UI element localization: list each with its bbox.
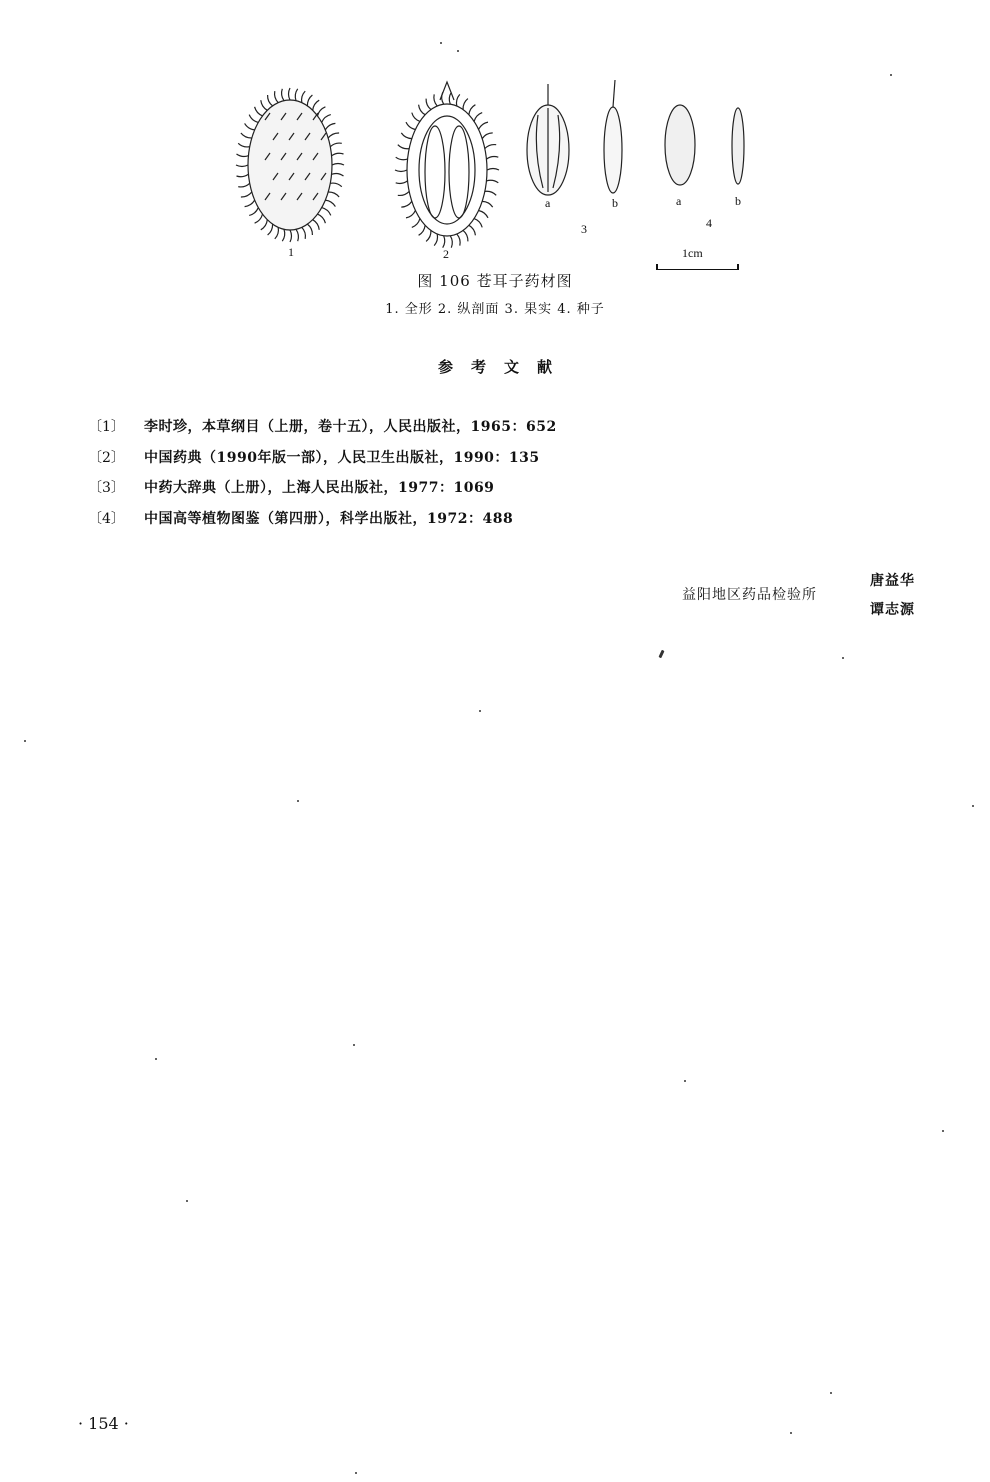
scan-speck — [684, 1080, 686, 1082]
scan-speck — [972, 805, 974, 807]
panel-label-1: 1 — [288, 245, 294, 259]
fruit-whole-drawing — [236, 88, 344, 242]
reference-number: 〔2〕 — [88, 450, 125, 466]
reference-number: 〔1〕 — [88, 419, 125, 435]
panel-label-4: 4 — [706, 216, 712, 230]
xanthium-fruit-drawing — [225, 70, 765, 270]
scan-speck — [186, 1200, 188, 1202]
figure-legend: 1. 全形 2. 纵剖面 3. 果实 4. 种子 — [385, 302, 605, 317]
reference-item — [88, 447, 540, 467]
reference-text: 中国高等植物图鉴（第四册），科学出版社，1972：488 — [144, 511, 514, 527]
panel-label-3a: a — [545, 196, 551, 210]
scan-speck — [479, 710, 481, 712]
references-heading: 参考文献 — [437, 358, 570, 376]
scan-speck — [440, 42, 442, 44]
reference-text: 中国药典（1990年版一部），人民卫生出版社，1990：135 — [144, 450, 540, 466]
scan-speck — [790, 1432, 792, 1434]
scan-speck — [842, 657, 844, 659]
scan-speck — [658, 650, 664, 659]
author-name: 唐益华 — [870, 573, 915, 589]
reference-number: 〔4〕 — [88, 511, 125, 527]
panel-label-4b: b — [735, 194, 741, 208]
scan-speck — [942, 1130, 944, 1132]
reference-item — [88, 508, 513, 528]
panel-label-3b: b — [612, 196, 618, 210]
page-number: · 154 · — [78, 1414, 129, 1433]
reference-item — [88, 416, 557, 436]
panel-label-2: 2 — [443, 247, 449, 261]
reference-number: 〔3〕 — [88, 480, 125, 496]
scan-speck — [830, 1392, 832, 1394]
figure-caption: 图 106 苍耳子药材图 — [417, 272, 573, 290]
seed-drawing — [665, 105, 744, 185]
scan-speck — [155, 1058, 157, 1060]
scan-speck — [355, 1472, 357, 1474]
panel-label-4a: a — [676, 194, 682, 208]
author-affiliation: 益阳地区药品检验所 — [682, 587, 817, 603]
scale-label: 1cm — [682, 246, 703, 260]
scan-speck — [297, 800, 299, 802]
scan-speck — [353, 1044, 355, 1046]
plant-illustration — [225, 70, 765, 270]
reference-item — [88, 477, 494, 497]
scan-speck — [24, 740, 26, 742]
fruit-section-drawing — [395, 82, 499, 248]
scan-speck — [890, 74, 892, 76]
scan-speck — [457, 50, 459, 52]
reference-text: 中药大辞典（上册），上海人民出版社，1977：1069 — [144, 480, 495, 496]
reference-text: 李时珍，本草纲目（上册，卷十五），人民出版社，1965：652 — [144, 419, 557, 435]
achene-drawing — [527, 80, 622, 195]
panel-label-3: 3 — [581, 222, 587, 236]
author-name: 谭志源 — [870, 602, 915, 618]
